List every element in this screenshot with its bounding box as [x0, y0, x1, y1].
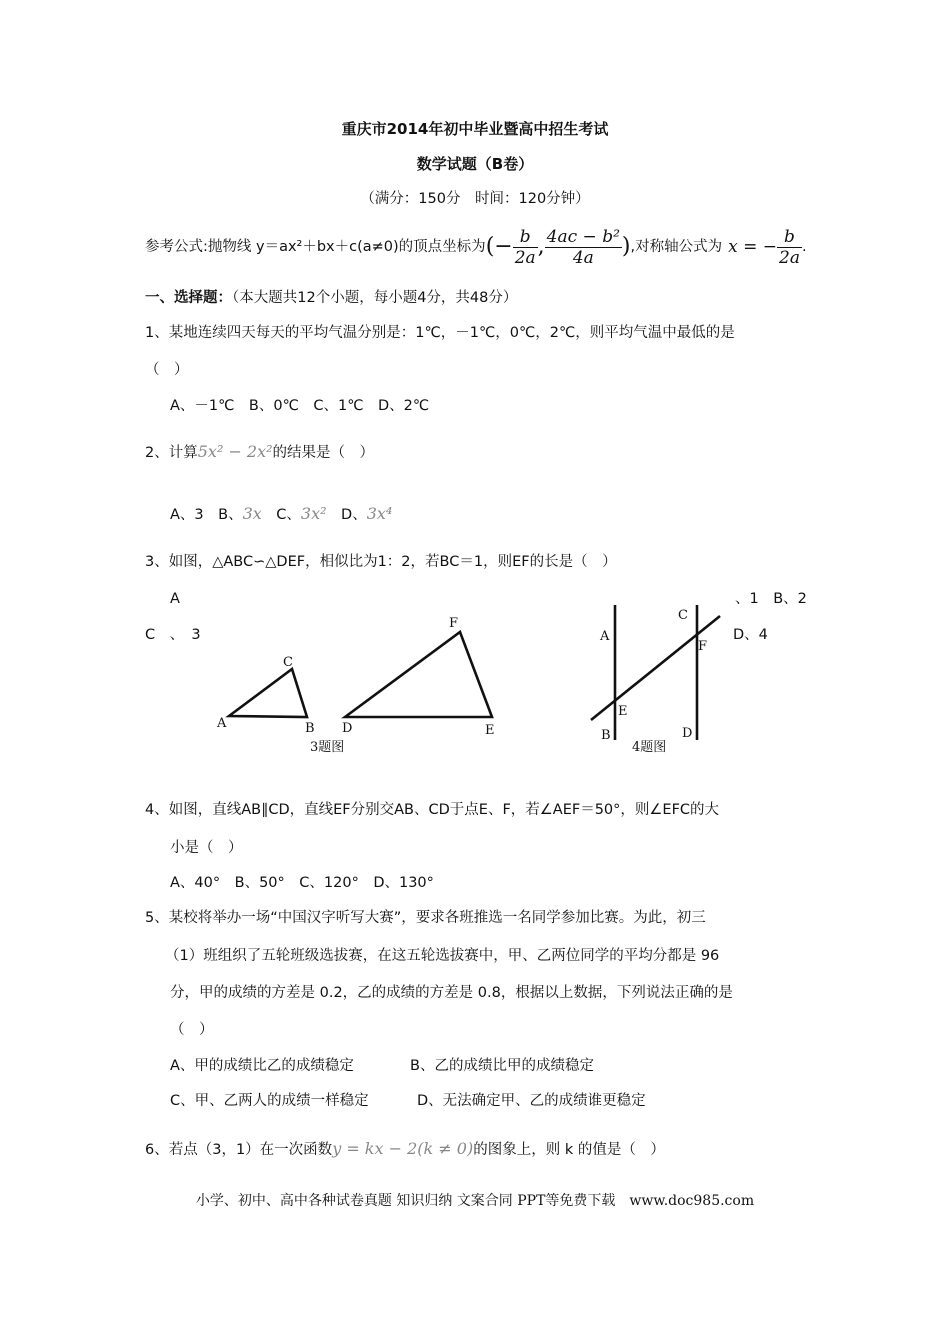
q5-line3: 分，甲的成绩的方差是 0.2，乙的成绩的方差是 0.8，根据以上数据，下列说法正确的是 — [170, 985, 733, 1001]
q5-option-c: C、甲、乙两人的成绩一样稳定 — [170, 1093, 369, 1109]
footer-text: 小学、初中、高中各种试卷真题 知识归纳 文案合同 PPT等免费下载 www.doc985.com — [195, 1193, 755, 1209]
q1-options: A、－1℃ B、0℃ C、1℃ D、2℃ — [170, 398, 430, 414]
q2-stem: 2、计算5x² − 2x²的结果是（ ） — [145, 442, 375, 461]
axis-lhs: x = − — [728, 237, 777, 257]
q3-option-d: D、4 — [733, 627, 768, 643]
exam-title: 重庆市2014年初中毕业暨高中招生考试 — [341, 120, 609, 138]
q5-line1: 5、某校将举办一场“中国汉字听写大赛”，要求各班推选一名同学参加比赛。为此，初三 — [145, 910, 706, 926]
q4-line1: 4、如图，直线AB∥CD，直线EF分别交AB、CD于点E、F，若∠AEF＝50°，则∠EFC的大 — [145, 802, 720, 818]
triangle-def — [345, 632, 492, 717]
label-b4: B — [601, 728, 611, 743]
figures-3-4 — [0, 600, 950, 760]
formula-prefix: 参考公式:抛物线 y＝ax²＋bx＋c(a≠0)的顶点坐标为 — [145, 239, 486, 255]
label-c: C — [283, 655, 293, 670]
label-f4: F — [698, 639, 708, 654]
triangle-abc — [229, 669, 307, 717]
q3-option-c: C 、 3 — [145, 627, 201, 643]
q1-paren: （ ） — [145, 362, 189, 378]
q5-line4: （ ） — [170, 1022, 214, 1038]
label-a: A — [217, 716, 227, 731]
q5-line2: （1）班组织了五轮班级选拔赛，在这五轮选拔赛中，甲、乙两位同学的平均分都是 96 — [165, 948, 720, 964]
exam-info: （满分：150分 时间：120分钟） — [360, 191, 590, 207]
q4-options: A、40° B、50° C、120° D、130° — [170, 875, 434, 891]
q3-option-ab: 、1 B、2 — [735, 591, 807, 607]
q3-stem: 3、如图，△ABC∽△DEF，相似比为1：2，若BC＝1，则EF的长是（ ） — [145, 554, 617, 570]
fig4-caption: 4题图 — [632, 740, 667, 755]
label-e: E — [485, 723, 495, 738]
formula-open: (− — [485, 234, 513, 259]
formula-middle: ,对称轴公式为 — [630, 239, 723, 255]
formula-end: . — [801, 239, 807, 255]
fraction-4ac-b2-over-4a: $\frac{\text{4ac − b²}}{4a}$ — [546, 226, 620, 268]
fraction-axis: $\frac{b}{2a}$ — [779, 226, 800, 268]
section-heading — [145, 288, 517, 308]
q5-option-b: B、乙的成绩比甲的成绩稳定 — [410, 1058, 594, 1074]
q5-option-a: A、甲的成绩比乙的成绩稳定 — [170, 1058, 354, 1074]
label-e4: E — [618, 704, 628, 719]
fig3-caption: 3题图 — [310, 740, 345, 755]
exam-subtitle: 数学试题（B卷） — [416, 155, 534, 173]
line-ef — [591, 616, 720, 720]
label-b: B — [305, 721, 315, 736]
reference-formula — [145, 222, 807, 272]
q5-option-d: D、无法确定甲、乙的成绩谁更稳定 — [417, 1093, 646, 1109]
formula-close: ) — [621, 234, 631, 259]
q4-line2: 小是（ ） — [170, 840, 243, 856]
label-a4: A — [600, 629, 610, 644]
q6-stem: 6、若点（3，1）在一次函数y = kx − 2(k ≠ 0)的图象上，则 k 的值是（ ） — [145, 1139, 665, 1158]
label-d4: D — [682, 726, 693, 741]
q1-stem: 1、某地连续四天每天的平均气温分别是：1℃，－1℃，0℃，2℃，则平均气温中最低的是 — [145, 325, 735, 341]
q2-expression: 5x² − 2x² — [197, 442, 273, 461]
label-c4: C — [678, 608, 688, 623]
q2-options: A、3 B、3x C、3x² D、3x⁴ — [170, 504, 393, 523]
fraction-b-over-2a: $\frac{b}{2a}$ — [514, 226, 536, 268]
section-note: （本大题共12个小题，每小题4分，共48分） — [232, 290, 518, 306]
q3-option-a: A — [170, 591, 180, 607]
label-d: D — [342, 721, 353, 736]
q6-expression: y = kx − 2(k ≠ 0) — [332, 1139, 474, 1158]
label-f: F — [449, 616, 459, 631]
formula-comma: , — [537, 234, 545, 259]
section-title: 一、选择题： — [145, 290, 232, 306]
